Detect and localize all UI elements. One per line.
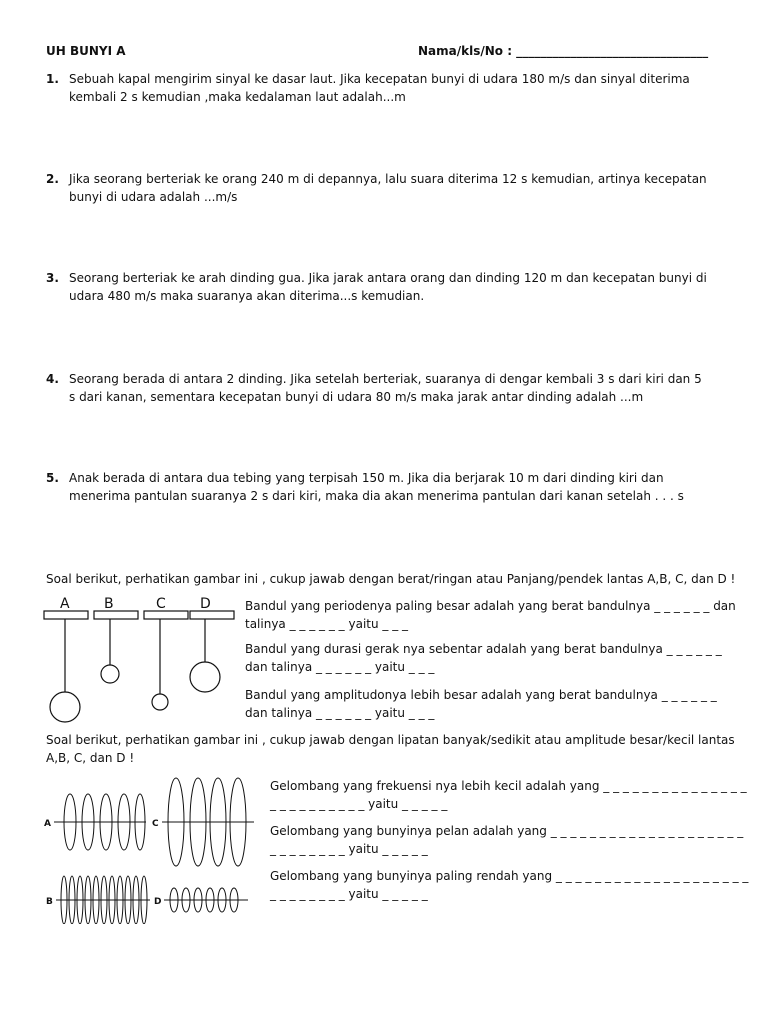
question-2-number: 2.	[46, 172, 59, 186]
pendulum-item-3-line2: dan talinya _ _ _ _ _ _ yaitu _ _ _	[245, 706, 435, 720]
pendulum-item-2-line1: Bandul yang durasi gerak nya sebentar adalah yang berat bandulnya _ _ _ _ _ _	[245, 642, 722, 656]
wave-b	[56, 876, 150, 924]
wave-d	[164, 888, 248, 912]
wave-item-2-line2: _ _ _ _ _ _ _ _ yaitu _ _ _ _ _	[270, 842, 428, 856]
wave-instruction-line1: Soal berikut, perhatikan gambar ini , cukup jawab dengan lipatan banyak/sedikit atau amplitude besar/kecil lantas	[46, 733, 735, 747]
pendulum-instruction: Soal berikut, perhatikan gambar ini , cukup jawab dengan berat/ringan atau Panjang/pendek lantas A,B, C, dan D !	[46, 572, 736, 586]
wave-item-1-line1: Gelombang yang frekuensi nya lebih kecil adalah yang _ _ _ _ _ _ _ _ _ _ _ _ _ _ _	[270, 779, 747, 793]
pendulum-b	[94, 611, 138, 683]
pendulum-label-d: D	[200, 596, 211, 612]
wave-item-1-line2: _ _ _ _ _ _ _ _ _ _ yaitu _ _ _ _ _	[270, 797, 448, 811]
wave-label-b: B	[46, 897, 53, 907]
question-4-number: 4.	[46, 372, 59, 386]
wave-item-3-line2: _ _ _ _ _ _ _ _ yaitu _ _ _ _ _	[270, 887, 428, 901]
pendulum-d	[190, 611, 234, 692]
pendulum-label-c: C	[156, 596, 166, 612]
question-3-text: Seorang berteriak ke arah dinding gua. Jika jarak antara orang dan dinding 120 m dan kecepatan bunyi di udara 480 m/s maka suaranya akan diterima...s kemudian.	[69, 271, 707, 303]
question-2-text: Jika seorang berteriak ke orang 240 m di depannya, lalu suara diterima 12 s kemudian, artinya kecepatan bunyi di udara adalah ...m/s	[69, 172, 707, 204]
question-5-text: Anak berada di antara dua tebing yang terpisah 150 m. Jika dia berjarak 10 m dari dinding kiri dan menerima pantulan suaranya 2 s dari kiri, maka dia akan menerima pantulan dari kanan setelah . . . s	[69, 471, 684, 503]
pendulum-a	[44, 611, 88, 722]
name-class-number-field: Nama/kls/No : ________________________________	[418, 44, 709, 58]
pendulum-figure	[40, 592, 240, 728]
pendulum-label-b: B	[104, 596, 114, 612]
wave-label-d: D	[154, 897, 162, 907]
wave-c	[162, 778, 254, 866]
wave-item-3-line1: Gelombang yang bunyinya paling rendah yang _ _ _ _ _ _ _ _ _ _ _ _ _ _ _ _ _ _ _ _	[270, 869, 749, 883]
question-4-text: Seorang berada di antara 2 dinding. Jika setelah berteriak, suaranya di dengar kembali 3 s dari kiri dan 5 s dari kanan, sementara kecepatan bunyi di udara 80 m/s maka jarak antar dinding adalah ...m	[69, 372, 702, 404]
question-1-text: Sebuah kapal mengirim sinyal ke dasar laut. Jika kecepatan bunyi di udara 180 m/s dan sinyal diterima kembali 2 s kemudian ,maka kedalaman laut adalah...m	[69, 72, 690, 104]
wave-label-c: C	[152, 819, 159, 829]
wave-a	[54, 794, 146, 850]
question-3-number: 3.	[46, 271, 59, 285]
wave-figure	[42, 772, 258, 924]
pendulum-item-3-line1: Bandul yang amplitudonya lebih besar adalah yang berat bandulnya _ _ _ _ _ _	[245, 688, 717, 702]
wave-label-a: A	[44, 819, 51, 829]
question-5-number: 5.	[46, 471, 59, 485]
pendulum-item-1-line1: Bandul yang periodenya paling besar adalah yang berat bandulnya _ _ _ _ _ _ dan	[245, 599, 736, 613]
wave-instruction-line2: A,B, C, dan D !	[46, 751, 135, 765]
pendulum-label-a: A	[60, 596, 70, 612]
pendulum-item-2-line2: dan talinya _ _ _ _ _ _ yaitu _ _ _	[245, 660, 435, 674]
pendulum-item-1-line2: talinya _ _ _ _ _ _ yaitu _ _ _	[245, 617, 409, 631]
pendulum-c	[144, 611, 188, 710]
question-1-number: 1.	[46, 72, 59, 86]
wave-item-2-line1: Gelombang yang bunyinya pelan adalah yang _ _ _ _ _ _ _ _ _ _ _ _ _ _ _ _ _ _ _ _	[270, 824, 744, 838]
worksheet-title: UH BUNYI A	[46, 44, 126, 58]
